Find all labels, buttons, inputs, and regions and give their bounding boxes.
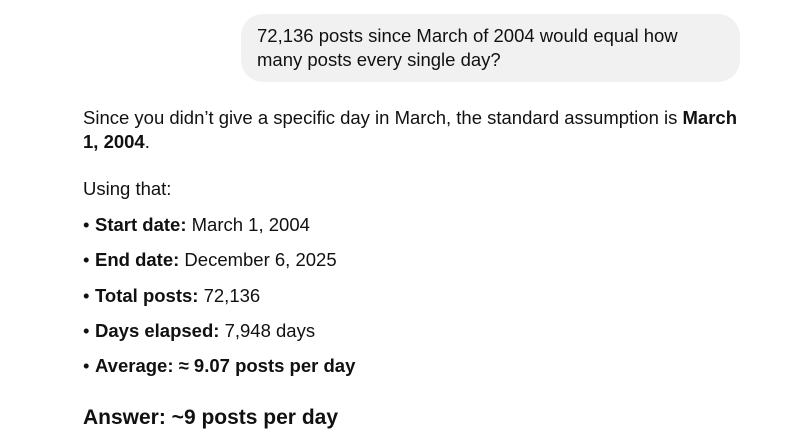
reply-intro-date: March 1, 2004 <box>83 107 738 152</box>
bullet-label: Start date: <box>95 214 187 235</box>
reply-using-line: Using that: <box>83 178 172 199</box>
bullet-average <box>83 354 743 378</box>
bullet-start-date <box>83 213 743 237</box>
bullet-dot: • <box>83 284 90 306</box>
bullet-label: Total posts: <box>95 284 199 306</box>
bullet-dot: • <box>83 249 90 271</box>
user-message-bubble <box>241 14 740 82</box>
bullet-value: March 1, 2004 <box>186 214 310 235</box>
reply-intro-end: . <box>144 131 150 152</box>
assistant-reply <box>83 106 743 389</box>
bullet-end-date <box>83 248 743 272</box>
reply-answer-heading: Answer: ~9 posts per day <box>83 406 339 429</box>
bullet-value: December 6, 2025 <box>179 249 337 271</box>
reply-intro-text: Since you didn’t give a specific day in March, the standard assumption is <box>83 107 683 128</box>
bullet-dot: • <box>83 355 90 377</box>
bullet-value: 7,948 days <box>219 319 316 341</box>
reply-intro <box>83 106 743 154</box>
bullet-total-posts <box>83 284 743 308</box>
user-message-text: 72,136 posts since March of 2004 would equal how many posts every single day? <box>257 25 678 70</box>
bullet-days-elapsed <box>83 319 743 343</box>
bullet-value: 72,136 <box>198 284 261 306</box>
bullet-label: Average: ≈ 9.07 posts per day <box>95 355 356 377</box>
reply-bullet-list <box>83 213 743 378</box>
bullet-label: End date: <box>95 249 180 271</box>
bullet-dot: • <box>83 319 90 341</box>
bullet-dot: • <box>83 214 90 235</box>
bullet-label: Days elapsed: <box>95 319 220 341</box>
